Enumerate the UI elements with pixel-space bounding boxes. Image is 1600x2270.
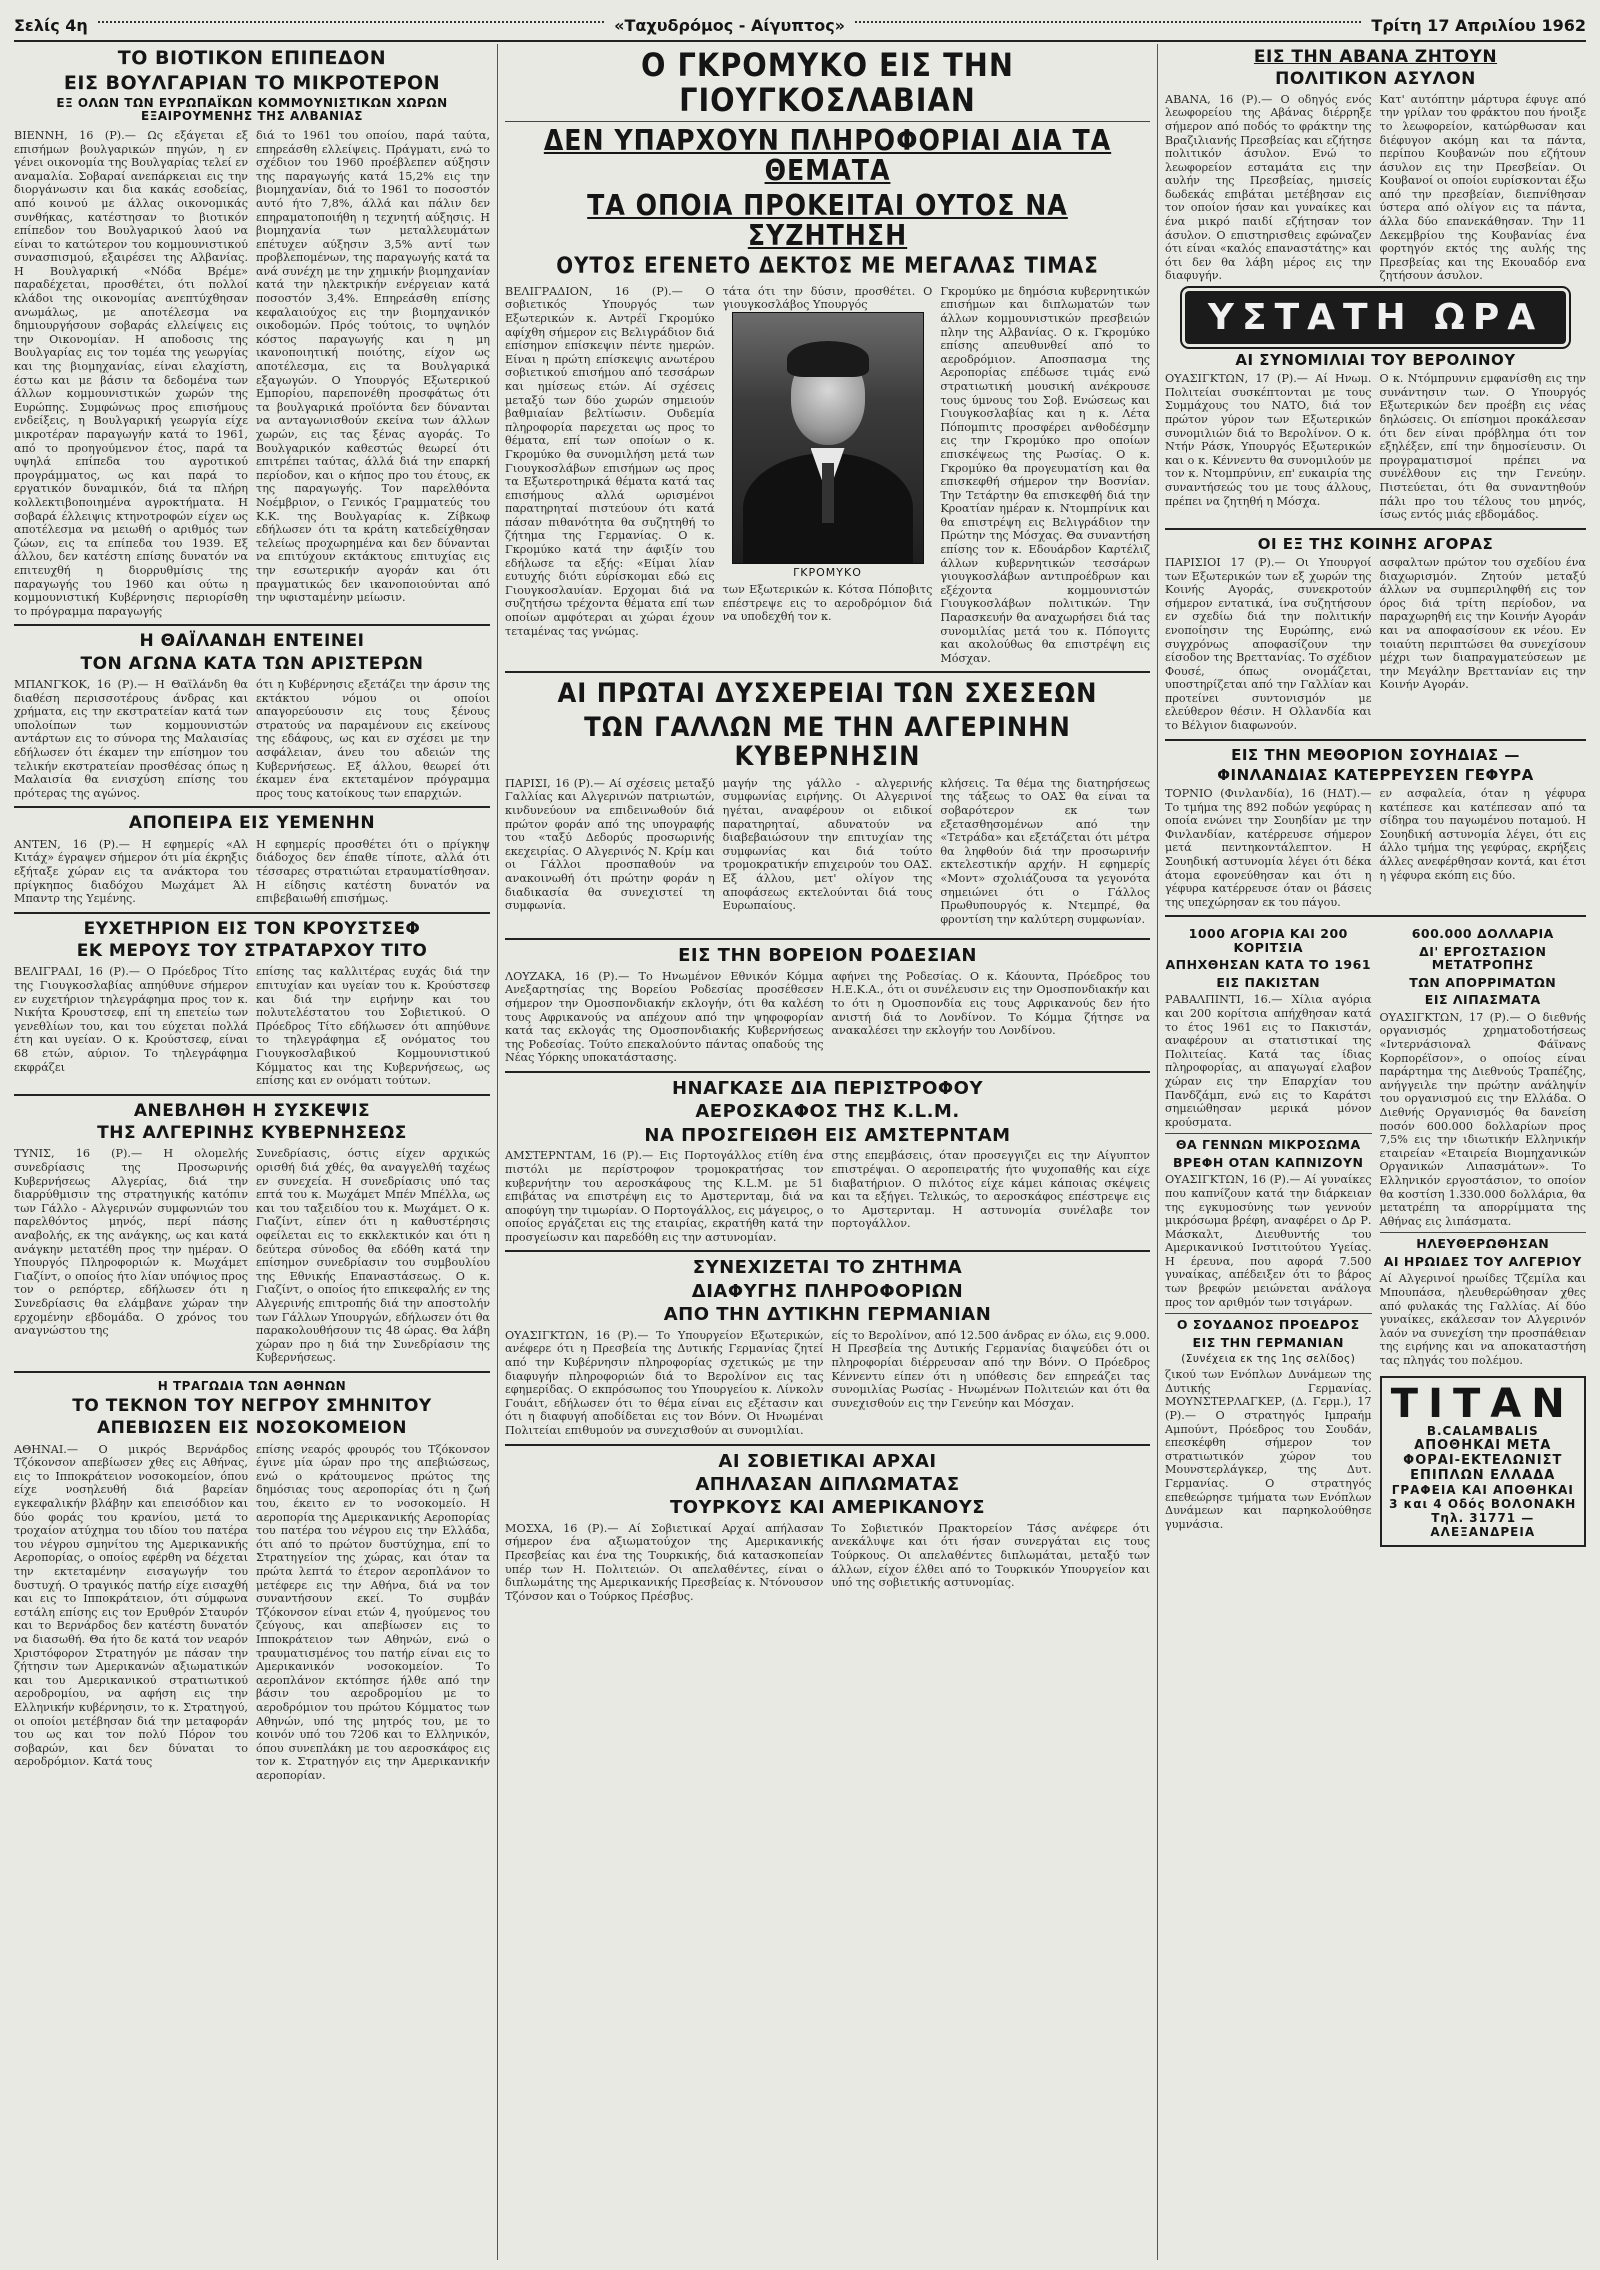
article-khrushchev (14, 920, 490, 1088)
divider (505, 1071, 1150, 1073)
divider (14, 1094, 490, 1096)
divider (14, 806, 490, 808)
headline: ΑΝΕΒΛΗΘΗ Η ΣΥΣΚΕΨΙΣ (133, 1100, 371, 1121)
article-text: αφήνει της Ροδεσίας. Ο κ. Κάουντα, Πρόεδρος του Η.Ε.Κ.Α., ότι οι συνέλευσιν εις την Ομοσπονδιακήν και το ότι η Ομοσπονδία εις τους Αφρικανούς δεν ήτο ανιστή διά το Λονδίνον. Το Κόμμα ζήτησε να ανακαλέσει την εκλογήν του Λονδίνου. (831, 969, 1150, 1038)
article-thailand (14, 632, 490, 800)
article-text: ΜΟΣΧΑ, 16 (Ρ).— Αί Σοβιετικαί Αρχαί απήλασαν σήμερον ένα αξιωματούχον της Αμερικανικής Πρεσβείας και ένα της Τουρκικής, διά κατασκοπείαν υπέρ των Η. Πολιτειών. Οι απελαθέντες, είναι ο διπλωμάτης της Αμερικανικής Πρεσβείας κ. Ντόνουσον Τζόνσον και ο Τούρκος Πρέσβυς. (505, 1521, 824, 1603)
headline: ΔΙ' ΕΡΓΟΣΤΑΣΙΟΝ ΜΕΤΑΤΡΟΠΗΣ (1419, 943, 1547, 973)
headline: ΠΟΛΙΤΙΚΟΝ ΑΣΥΛΟΝ (1275, 69, 1476, 90)
headline: ΤΩΝ ΑΠΟΡΡΙΜΑΤΩΝ (1409, 974, 1557, 990)
divider (505, 1250, 1150, 1252)
article-text: ζικού των Ενόπλων Δυνάμεων της Δυτικής Γερμανίας. ΜΟΥΝΣΤΕΡΛΑΓΚΕΡ, (Δ. Γερμ.), 17 (Ρ).— Ο στρατηγός Ιμπραήμ Αμπούντ, Πρόεδρος του Σουδάν, επεσκέφθη σήμερον τον στρατιωτικόν χώρον του Μουνστερλάγκερ, της Δυτ. Γερμανίας. Ο στρατηγός επεθεώρησε τμήματα των Ενόπλων Δυνάμεων και παρηκολούθησε γυμνάσια. (1165, 1368, 1372, 1531)
subheadline: ΟΥΤΟΣ ΕΓΕΝΕΤΟ ΔΕΚΤΟΣ ΜΕ ΜΕΓΑΛΑΣ ΤΙΜΑΣ (556, 254, 1099, 280)
headline: ΑΠΕΒΙΩΣΕΝ ΕΙΣ ΝΟΣΟΚΟΜΕΙΟΝ (97, 1418, 407, 1439)
headline: 600.000 ΔΟΛΛΑΡΙΑ (1411, 926, 1554, 942)
headline: ΤΟ ΤΕΚΝΟΝ ΤΟΥ ΝΕΓΡΟΥ ΣΜΗΝΙΤΟΥ (72, 1395, 432, 1416)
headline: ΤΗΣ ΑΛΓΕΡΙΝΗΣ ΚΥΒΕΡΝΗΣΕΩΣ (97, 1123, 407, 1144)
article-text: ΒΙΕΝΝΗ, 16 (Ρ).— Ως εξάγεται εξ επισήμων βουλγαρικών πηγών, η εν γένει οικονομία της Βουλγαρίας τελεί εν αναμαλία. Σοβαραί ανεπάρκειαι εις την διοργάνωσιν και δια κακάς εσοδείας, από κοινού με άλλας οικονομικάς συνθήκας, κατέστησαν το βιοτικόν επίπεδον του Βουλγαρικού λαού να είναι το κατώτερον του κομμουνιστικού συνασπισμού, εξαιρέσει της Αλβανίας. Η Βουλγαρική «Νόδα Βρέμε» παραδέχεται, προσθέτει, ότι πολλοί κλάδοι της οικονομίας ανεπτύχθησαν ανωμάλως, με αποτέλεσμα να δημιουργήσουν σοβαράς ελλείψεις εις την Οικονομίαν. Η αποδοσις της Βουλγαρίας εις τον τομέα της γεωργίας και της βιομηχανίας, είναι ελαχίστη, έστω και με βάσιν τα δεδομένα των άλλων κομμουνιστικών χωρών της Ευρώπης. Συμφώνως προς επισήμους ενδείξεις, η Βουλγαρική γεωργία είχε μικροτέραν παραγωγήν κατά το 1961, από το προηγούμενον έτος, παρά τα υψηλά επίπεδα του αγροτικού προγράμματος, ως και παρά το εργατικόν δυναμικόν, διά τα πλήρη κολλεκτιβοποιημένα αγροκτήματα. Η σοβαρά έλλειψις κτηνοτροφών είχεν ως αποτέλεσμα να μειωθή ο αριθμός των ζώων, εις τα επίπεδα του 1939. Εξ άλλου, δεν κατέστη επίσης δυνατόν να επιτευχθή η διορρυθμίσις της παραγωγής του 1960 και ούτω η κομμουνιστική Κυβέρνησις περιορίσθη το πρόγραμμα παραγωγής (14, 128, 248, 618)
divider (505, 1444, 1150, 1446)
headline: ΕΚ ΜΕΡΟΥΣ ΤΟΥ ΣΤΡΑΤΑΡΧΟΥ ΤΙΤΟ (76, 941, 428, 962)
headline: ΕΙΣ ΤΗΝ ΒΟΡΕΙΟΝ ΡΟΔΕΣΙΑΝ (678, 945, 977, 967)
headline: ΑΙ ΠΡΩΤΑΙ ΔΥΣΧΕΡΕΙΑΙ ΤΩΝ ΣΧΕΣΕΩΝ (557, 678, 1098, 710)
article-text: Αί Αλγερινοί ηρωίδες Τζεμίλα και Μπουπάσα, ηλευθερώθησαν χθες από φυλακάς της Γαλλίας. Αί δύο γυναίκες, εκάλεσαν τον Αλγερινόν λαόν να συνεχίση την προσπάθειαν της ειρήνης και να αποκαταστήση τας πληγάς του πολέμου. (1379, 1272, 1586, 1367)
headline: ΕΙΣ ΤΗΝ ΑΒΑΝΑ ΖΗΤΟΥΝ (1253, 47, 1498, 67)
column-rule (1157, 44, 1158, 2260)
article-text: ΑΜΣΤΕΡΝΤΑΜ, 16 (Ρ).— Εις Πορτογάλλος ετίθη ένα πιστόλι με περίστροφον τρομοκρατήσας τον κυβερνήτην του αεροσκάφους της K.L.M. με 51 επιβάτας να επιστρέψη εις το Αμστερνταμ, διά να αποφύγη την τιμωρίαν. Ο Πορτογάλλος, εις μάγειρος, ο οποίος εργάζεται εις της εταιρίας, εκρατήθη κατά την προσγείωσιν και παρεδόθη εις την αστυνομίαν. (505, 1149, 824, 1244)
headline: ΑΕΡΟΣΚΑΦΟΣ ΤΗΣ K.L.M. (695, 1101, 960, 1123)
article-common-market (1165, 536, 1586, 733)
article-sudan (1165, 1318, 1372, 1531)
divider (1380, 1232, 1587, 1233)
article-text: επίσης νεαρός φρουρός του Τζόκονσον έγινε μία ώραν προ της απεβιώσεως, ενώ ο κράτουμενος πρώτος της δημόσιας τους αεροπορίας ότι η ζωή του, έκειτο εν το νοσοκομείο. Η αεροπορία της Αμερικανικής Αεροπορίας του πατέρα του νέγρου εις την Ελλάδα, ότι από το πρώτον δυστύχημα, επί το Στρατηγείον της χώρας, και όταν τα πρώτα λεπτά το έτερον αεροπλάνον το μετέφερε εις την Αθήνα, διά να τον συναντήσουν εκεί. Το συμβάν Τζόκονσον είναι ετών 4, ηγούμενος του ζεύγους, και απεβίωσεν εις το Ιπποκράτειον των Αθηνών, ενώ ο τραυματισμένος του πατήρ είναι εις το Αμερικανικόν νοσοκομείον. Το αεροπλάνον εκτόπησε ήλθε από την βάσιν του αεροδρομίου με το αεροδρόμιον του πρώτου Κόμματος των Αθηνών, υπό της μητρός του, με το κοινόν υπό του 7206 και το Ελληνικόν, όπου συνεπλάκη με του αεροσκάφος εις τον κ. Στρατηγόν εις την Αμερικανικήν αεροπορίαν. (256, 1442, 490, 1782)
headline: ΑΙ ΣΟΒΙΕΤΙΚΑΙ ΑΡΧΑΙ (718, 1450, 937, 1472)
subheadline: ΕΞ ΟΛΩΝ ΤΩΝ ΕΥΡΩΠΑΪΚΩΝ ΚΟΜΜΟΥΝΙΣΤΙΚΩΝ ΧΩΡΩΝ ΕΞΑΙΡΟΥΜΕΝΗΣ ΤΗΣ ΑΛΒΑΝΙΑΣ (56, 96, 448, 123)
headline: ΗΛΕΥΘΕΡΩΘΗΣΑΝ (1416, 1236, 1550, 1252)
article-pakistan (1165, 927, 1372, 1129)
article-text: Κατ' αυτόπτην μάρτυρα έφυγε από την γρίλαν του φράκτου που ήνοιξε το λεωφορείον, κατώρθωσαν και διέφυγον ακόμη και τα πάντα, περίπου Κουβανών που εζήτουν άσυλον εις την Πρεσβείαν. Οι Κουβανοί οι οποίοι ευρίσκονται έξω από την πρεσβείαν, διεπνίθησαν ύστερα από ολίγον εις τα πάντα, άλλα δύο επανεκάθησαν. Την 11 Δεκεμβρίου της Κουβανίας ένα φορτηγόν εκτός της αυλής της Πρεσβείας και της Εκουαδόρ ενα ζητήσουν άσυλον. (1379, 92, 1586, 283)
article-fertilizer (1380, 927, 1587, 1228)
headline: ΕΥΧΕΤΗΡΙΟΝ ΕΙΣ ΤΟΝ ΚΡΟΥΣΤΣΕΦ (83, 918, 421, 939)
article-text: επίσης τας καλλιτέρας ευχάς διά την επιτυχίαν και υγείαν του κ. Κρούστσεφ και διά την ειρήνην και του πολυτελέστατου του Σοβιετικού. Ο Πρόεδρος Τίτο εδήλωσεν ότι απηύθυνε το τηλεγράφημα εξ ονόματος του Γιουγκοσλαβικού Κομμουνιστικού Κόμματος και της Κυβερνήσεως, ως επίσης και εν ονόματι τούτων. (256, 965, 490, 1088)
continuation-note: (Συνέχεια εκ της 1ης σελίδος) (1181, 1353, 1356, 1366)
lead-headline: Ο ΓΚΡΟΜΥΚΟ ΕΙΣ ΤΗΝ ΓΙΟΥΓΚΟΣΛΑΒΙΑΝ (641, 46, 1014, 119)
headline: ΤΟΥΡΚΟΥΣ ΚΑΙ ΑΜΕΡΙΚΑΝΟΥΣ (669, 1497, 986, 1519)
article-text: Ο κ. Ντόμπρυνιν εμφανίσθη εις την συνάντησιν των. Ο Υπουργός Εξωτερικών δεν προέβη εις νέας δηλώσεις. Οι επίσημοι προκάλεσαν ότι δεν είναι πρόβλημα ότι τον εξηλέξεν, επί την δημοσίευσιν. Οι προγραματισμοί πρέπει να συνέλθουν εις την Γενεύην. Πιστεύεται, ότι θα συναντηθούν πάλι προ του τέλους του μηνός, ίσως εντός μιάς εβδομάδος. (1379, 372, 1586, 522)
headline: ΤΟ ΒΙΟΤΙΚΟΝ ΕΠΙΠΕΔΟΝ (117, 47, 387, 69)
column-right (1165, 44, 1586, 1547)
headline: ΘΑ ΓΕΝΝΩΝ ΜΙΚΡΟΣΩΜΑ (1175, 1137, 1361, 1153)
article-leak (505, 1258, 1150, 1437)
article-text: τάτα ότι την δύσιν, προσθέτει. Ο γιουγκοσλάβος Υπουργός (722, 284, 933, 312)
divider (1165, 528, 1586, 530)
article-klm (505, 1079, 1150, 1244)
headline: ΑΠΗΧΘΗΣΑΝ ΚΑΤΑ ΤΟ 1961 (1165, 957, 1372, 973)
headline: Ο ΣΟΥΔΑΝΟΣ ΠΡΟΕΔΡΟΣ (1176, 1317, 1360, 1333)
article-bridge (1165, 747, 1586, 910)
article-text: ΠΑΡΙΣΙ, 16 (Ρ).— Αί σχέσεις μεταξύ Γαλλίας και Αλγερινών πατριωτών, κινδυνεύουν να επιδεινωθούν διά πρώτον φοράν από της υπογραφής του «ταξύ Δεδορύς προσωρινής εκεχειρίας. Ο Αλγερινός Ν. Κρίμ και οι Γάλλοι προσπαθούν να ανακοινωθή ότι πρώτην φοράν η διαδικασία θα συνεχιστεί τη συμφωνία. (505, 776, 715, 913)
article-text: διά το 1961 του οποίου, παρά ταύτα, επηρεάσθη ελλείψεις. Πράγματι, ενώ το σχέδιον του 1960 προέβλεπεν αύξησιν της παραγωγής κατά 15,2% εις την βιομηχανίαν, διά το 1961 το ποσοστόν αυτό ήτο 7,8%, άλλά και πάλιν δεν επηραματοποιήθη η τεχνητή αύξησις. Η βιομηχανία των μεταλλευμάτων επέτυχεν αύξησιν 3,5% αντί των προβλεπομένων, της παραγωγής κατά τα ανά συνέχη με την χημικήν βιομηχανίαν κατά την ηλεκτρικήν ενέργειαν κατά ποσοστόν 3,4%. Επηρεάσθη επίσης κεφαλαιούχος εις την βιομηχανικόν οικοδομών. Πρός τούτοις, το υψηλόν κόστος παραγωγής και η μη ικανοποιητική ποιότης, είχον ως αποτέλεσμα, εις τα Βουλγαρικά εξαγωγών. Ο Υπουργός Εξωτερικού Εμπορίου, παρεπονέθη προσφάτως ότι τα βουλγαρικά προϊόντα δεν δύνανται να ανταγωνισθούν εκείνα των άλλων χωρών, εις τας ξένας αγοράς. Το Βουλγαρικόν καθεστώς θεωρεί ότι επιτρέπει ταύτας, άλλά διά την επαρκή περίοδον, και ο κήπος προ του έτους, εκ της παραγωγής. Τον παρελθόντα Νοέμβριον, ο Γενικός Γραμματεύς του Κ.Κ. της Βουλγαρίας κ. Ζίβκωφ εδήλωσεν ότι τα κράτη κατεδείχθησαν τελείως προχωρημένα και δεν δύνανται να επιτύχουν εκτάκτους επιτυχίας εις την εσωτερικήν αγοράν και ότι πραγματικώς δεν ικανοποιούνται από την υφισταμένην μείωσιν. (256, 128, 490, 605)
divider (1165, 1313, 1372, 1314)
article-athens (14, 1379, 490, 1783)
article-text: μαγήν της γάλλο - αλγερινής συμφωνίας ειρήνης. Οι Αλγερινοί ηγέται, αναφέρουν οι ειδικοί παρατηρηταί, αδυνατούν να διαβεβαιώσουν την επιτυχίαν της συμφωνίας και διά τούτο τρομοκρατικήν επιχειρούν του ΟΑΣ. Εξ άλλου, μετ' ολίγον της αποφάσεως εκτελούνται διά τους Ευρωπαίους. (722, 776, 933, 913)
article-france-algeria (505, 679, 1150, 926)
article-text: εν ασφαλεία, όταν η γέφυρα κατέπεσε και κατέπεσαν από τα σίδηρα του παγωμένου ποταμού. Η Σουηδική αστυνομία λέγει, ότι εις άλλο τμήμα της γεφύρας, εκρήξεις άλλες ανεφέρθησαν κοντά, και έτσι η γέφυρα εκόπη εις δύο. (1379, 787, 1586, 882)
article-text: κλήσεις. Τα θέμα της διατηρήσεως της τάξεως το ΟΑΣ θα είναι τα σοβαρότερον εκ των εξετασθησομένων από την «Τετράδα» και εξετάζεται ότι μέτρα θα ληφθούν διά την προσωρινήν εκτελεστικήν αρχήν. Η εφημερίς «Μοντ» σχολιάζουσα τα γεγονότα σημειώνει ότι ο Γάλλος Πρωθυπουργός κ. Ντεμπρέ, θα φροντίση την καλύτερη συμφωνίαν. (940, 776, 1151, 926)
article-rhodesia (505, 946, 1150, 1065)
article-text: είς το Βερολίνον, από 12.500 άνδρας εν όλω, εις 9.000. Η Πρεσβεία της Δυτικής Γερμανίας διαψεύδει ότι οι πληροφορίαι διέρρευσαν από την Βόνν. Ο Πρόεδρος Κέννεντυ είπεν ότι η υπόθεσις δεν επηρεάζει τας συνομιλίας Ρωσίας - Ηνωμένων Πολιτειών και ότι θα συνεχισθούν εις την Γενεύην και Μόσχαν. (831, 1328, 1150, 1410)
article-soviet-expel (505, 1452, 1150, 1604)
article-text: ΟΥΑΣΙΓΚΤΩΝ, 16 (Ρ).— Αί γυναίκες που καπνίζουν κατά την διάρκειαν της εγκυμοσύνης των γεννούν μικρόσωμα βρέφη, αναφέρει ο Δρ Ρ. Μάσκαλτ, Διευθυντής του Αμερικανικού Ινστιτούτου Υγείας. Η έρευνα, που αφορά 7.500 γυναίκας, απέδειξεν ότι το βάρος των βρεφών μειώνεται ανάλογα προς τον αριθμόν των τσιγάρων. (1165, 1173, 1372, 1309)
headline: Η ΘΑΪΛΑΝΔΗ ΕΝΤΕΙΝΕΙ (139, 631, 365, 652)
article-gromyko (505, 48, 1150, 665)
divider (505, 938, 1150, 940)
last-hour-banner: ΥΣΤΑΤΗ ΩΡΑ (1185, 291, 1566, 344)
article-text: ΟΥΑΣΙΓΚΤΩΝ, 16 (Ρ).— Το Υπουργείον Εξωτερικών, ανέφερε ότι η Πρεσβεία της Δυτικής Γερμανίας ζητεί από την Κυβέρνησιν πληροφορίας σχετικώς με την διαφυγήν πληροφοριών διά το Βερολίνον εις τας εφημερίδας. Ο εκπρόσωπος του Υπουργείου κ. Λίνκολν Γουάιτ, εδήλωσεν ότι το θέμα είναι εις εξέτασιν και ότι η διαφυγή αποδίδεται εις τον Βόνν. Οι Ηνωμέναι Πολιτείαι επιθυμούν να συνεχισθούν αι συνομιλίαι. (505, 1328, 824, 1437)
column-left (14, 44, 490, 1783)
article-text: ότι η Κυβέρνησις εξετάζει την άρσιν της εκτάκτου νόμου οι οποίοι απαγορεύουσιν εις τους ξένους στρατούς να παραμένουν εις εκείνους της εδάφους, ως και εν σχέσει με την ασφάλειαν, άνευ του αδειών της Κυβερνήσεως. Εξ άλλου, θεωρεί ότι έκαμεν ένα εκτεταμένον πρόγραμμα προς τους κατοίκους των επαρχιών. (256, 678, 490, 800)
divider (505, 671, 1150, 673)
headline: ΕΙΣ ΠΑΚΙΣΤΑΝ (1216, 974, 1321, 990)
headline: ΔΙΑΦΥΓΗΣ ΠΛΗΡΟΦΟΡΙΩΝ (691, 1280, 964, 1302)
ad-company: B.CALAMBALIS (1426, 1423, 1539, 1438)
ad-line: ΑΠΟΘΗΚΑΙ ΜΕΤΑ (1414, 1437, 1552, 1453)
headline: ΕΙΣ ΛΙΠΑΣΜΑΤΑ (1424, 992, 1541, 1008)
ad-line: Τηλ. 31771 — ΑΛΕΞΑΝΔΡΕΙΑ (1430, 1510, 1536, 1539)
ad-line: ΕΠΙΠΛΩΝ ΕΛΛΑΔΑ (1410, 1467, 1556, 1483)
article-berlin-talks (1165, 352, 1586, 522)
headline: ΑΠΟΠΕΙΡΑ ΕΙΣ ΥΕΜΕΝΗΝ (128, 813, 376, 834)
article-text: των Εξωτερικών κ. Κότσα Πόποβιτς επέστρεψε εις το αεροδρόμιον διά να υποδεχθή τον κ. (722, 582, 933, 624)
article-text: ΒΕΛΙΓΡΑΔΙ, 16 (Ρ).— Ο Πρόεδρος Τίτο της Γιουγκοσλαβίας απηύθυνε σήμερον εν ευχετήριον τηλεγράφημα προς τον κ. Νικήτα Κρουστσεφ, επί τη επετείω των γενεθλίων του, και του εύχεται πολλά έτη και υγείαν. Ο κ. Κρούστσεφ, είναι 68 ετών, αύριον. Το τηλεγράφημα εκφράζει (14, 965, 248, 1074)
article-smoking (1165, 1138, 1372, 1309)
headline: ΕΙΣ ΤΗΝ ΜΕΘΟΡΙΟΝ ΣΟΥΗΔΙΑΣ — (1231, 745, 1520, 764)
headline: ΑΠΟ ΤΗΝ ΔΥΤΙΚΗΝ ΓΕΡΜΑΝΙΑΝ (663, 1304, 992, 1326)
ad-line: 3 και 4 Οδός ΒΟΛΟΝΑΚΗ (1389, 1496, 1577, 1511)
photo-caption: ΓΚΡΟΜΥΚΟ (793, 565, 862, 579)
kicker: Η ΤΡΑΓΩΔΙΑ ΤΩΝ ΑΘΗΝΩΝ (157, 1378, 347, 1393)
divider (14, 1371, 490, 1373)
masthead (14, 10, 1586, 42)
issue-date: Τρίτη 17 Απριλίου 1962 (1371, 15, 1586, 35)
article-text: ΑΘΗΝΑΙ.— Ο μικρός Βερνάρδος Τζόκονσον απεβίωσεν χθες εις Αθήνας, εις το Ιπποκράτειον νοσοκομείον, όπου είχε νοσηλευθή διά βαρείαν εγκεφαλικήν βλάβην και επεισόδιον και δύο φοράς του κρανίου, μετά το τροχαίον ατύχημα του ιδίου του πατέρα του νέγρου σμηνίτου της Αμερικανικής Αεροπορίας, ο οποίος εφέρθη να δέχεται την εκτεταμένην εισαγωγήν του δυστυχή. Ο τραγικός πατήρ είχε εισαχθή και εις το Ιπποκράτειον, ότι σύμφωνα εστάλη επίσης εις τον Ερυθρόν Σταυρόν και το Βερνάρδος δεν κατέστη δυνατόν να διασωθή. Θα ήτο δε κατά τον νεαρόν Χριστόφορον Στρατηγόν με πάσαν την ζήτησιν των Αμερικανών αξιωματικών και του Αμερικανικού στρατιωτικού αεροδρομίου, να αφήση εις την Ελληνικήν κυβέρνησιν, το κ. Στρατηγού, οι οποίοι μετέβησαν διά την μεταφοράν του ως και τον πολύ Πόρον του σοβαρών, και δεν δύναται το αεροδρόμιον. Κατά τους (14, 1442, 248, 1769)
column-rule (497, 44, 498, 2260)
headline: 1000 ΑΓΟΡΙΑ ΚΑΙ 200 ΚΟΡΙΤΣΙΑ (1188, 926, 1348, 955)
paper-title: «Ταχυδρόμος - Αίγυπτος» (614, 15, 846, 35)
gromyko-photo (732, 312, 924, 564)
article-havana (1165, 48, 1586, 283)
article-text: ΛΟΥΖΑΚΑ, 16 (Ρ).— Το Ηνωμένον Εθνικόν Κόμμα Ανεξαρτησίας της Βορείου Ροδεσίας προσέθεσεν σήμερον την Ομοσπονδιακήν εκλογήν, ότι θα καλέση τους Αφρικανούς να απέχουν από την ψηφοφορίαν κατά τας εκλογάς της Ομοσπονδιακής Κυβερνήσεως της Ροδεσίας. Τούτο επεκαλούντο πάντας οπαδούς της Νέας Υόρκης υποκατάστασης. (505, 969, 824, 1065)
article-algeria-meeting (14, 1102, 490, 1365)
headline: ΕΙΣ ΒΟΥΛΓΑΡΙΑΝ ΤΟ ΜΙΚΡΟΤΕΡΟΝ (63, 71, 441, 94)
column-center (505, 44, 1150, 1603)
ad-line: ΦΟΡΑΙ-ΕΚΤΕΛΩΝΙΣΤ (1403, 1452, 1563, 1468)
masthead-divider (98, 21, 604, 23)
headline: ΔΕΝ ΥΠΑΡΧΟΥΝ ΠΛΗΡΟΦΟΡΙΑΙ ΔΙΑ ΤΑ ΘΕΜΑΤΑ (543, 124, 1112, 188)
headline: ΟΙ ΕΞ ΤΗΣ ΚΟΙΝΗΣ ΑΓΟΡΑΣ (1257, 534, 1494, 553)
article-text: Γκρομύκο με δημόσια κυβερνητικών επισήμων και διπλωματών των άλλων κομμουνιστικών πρεσβειών πλην της Αλβανίας. Ο κ. Γκρομύκο επίσης απευθυνθεί από το αεροδρόμιον. Αποσπασμα της Αεροπορίας επέδωσε τιμάς ενώ στρατιωτική μουσική ανέκρουσε τους ύμνους του Σοβ. Ενώσεως και Γιουγκοσλαβίας και η κ. Λέτα Πόπομπιτς προσφέρει ανθοδέσμην εις την Γκρομύκο προ οποίων επισκέψεως της Ρωσίας. Ο κ. Γκρομύκο θα προγευματίση και θα επισκεφθή σήμερον την Βοσνίαν. Την Τετάρτην θα επισκεφθή διά την Κροατίαν ημέραν κ. Ντομπρίνικ και θα επιστρέψη εις Βελιγράδιον την Πρώτην της Μόσχας. Θα συναντήση επίσης τον κ. Εδουάρδον Καρτέλιζ άλλων κυβερνητικών τεσσάρων γιουγκοσλάβων αντιπροέδρων και εξέχοντα κομμουνιστών Γιουγκοσλάβων πολιτικών. Την Παρασκευήν θα αναχωρήσει διά τας συνομιλίας μετά του κ. Πόπογιτς και ακολούθως θα επιστρέψη εις Μόσχαν. (940, 284, 1151, 665)
headline: ΑΙ ΗΡΩΙΔΕΣ ΤΟΥ ΑΛΓΕΡΙΟΥ (1383, 1253, 1582, 1269)
headline: ΝΑ ΠΡΟΣΓΕΙΩΘΗ ΕΙΣ ΑΜΣΤΕΡΝΤΑΜ (644, 1124, 1011, 1146)
masthead-divider (855, 21, 1361, 23)
article-text: Το Σοβιετικόν Πρακτορείον Τάσς ανέφερε ότι ανεκάλυψε και ότι ήσαν συνεργάται εις τους Τούρκους. Οι απελαθέντες διπλωμάται, μεταξύ των άλλων, είχον έλθει από το Τουρκικόν Υπουργείον και υπό της σοβιετικής αστυνομίας. (831, 1521, 1150, 1590)
article-text: ΠΑΡΙΣΙΟΙ 17 (Ρ).— Οι Υπουργοί των Εξωτερικών των εξ χωρών της Κοινής Αγοράς, συνεκροτούν σήμερον εντατικά, ίνα συζητήσουν εν σχεδίω διά την πολιτικήν ενοποίησιν της Ευρώπης, ενώ συγχρόνως αποφασίζουν την είσοδον της Βρεττανίας. Το σχέδιον Φουσέ, όπως ονομάζεται, υποστηρίζεται από την Γαλλίαν και προτείνει συντονισμόν με ελεύθερον θέσιν. Η Ολλανδία και το Βέλγιον διαφωνούν. (1165, 555, 1372, 733)
headline: ΗΝΑΓΚΑΣΕ ΔΙΑ ΠΕΡΙΣΤΡΟΦΟΥ (671, 1078, 984, 1099)
divider (14, 912, 490, 914)
article-text: Η εφημερίς προσθέτει ότι ο πρίγκηψ διάδοχος δεν έπαθε τίποτε, αλλά ότι τέσσαρες στρατιώται ετραυματίσθησαν. Η είδησις κατέστη δυνατόν να επιβεβαιωθή επισήμως. (256, 837, 490, 906)
article-text: στης επεμβάσεις, όταν προσεγγιζει εις την Αίγυπτον επιστρέψαι. Ο αεροπειρατής ήτο ψυχοπαθής και είχε διαβατήριον. Ο πιλότος είχε κάμει κάποιας σκέψεις και τα εξήγει. Τελικώς, το αεροσκάφος επέστρεψε εις το Αμστερνταμ. Η αστυνομία συνέλαβε τον πορτογάλλον. (831, 1149, 1150, 1231)
page-number: Σελίς 4η (14, 15, 88, 35)
article-text: ΤΥΝΙΣ, 16 (Ρ).— Η ολομελής συνεδρίασις της Προσωρινής Κυβερνήσεως Αλγερίας, διά την διαρρύθμισιν της στρατηγικής κατόπιν των Γάλλο - Αλγερινών συμφωνιών του παρελθόντος μηνός, περί πάσης αναβολής, εκ της ανάγκης, ως και κατά ανάγκην μετατέθη προς την ημέραν. Ο Υπουργός Πληροφοριών κ. Μωχάμετ Γιαζίντ, ο οποίος ήτο λίαν υπόψιος προς τον ο ρεπόρτερ, εδήλωσεν ότι η Συνεδρίασις θα ελάμβανε χώραν την ερχομένην εβδομάδα. Ο χρόνος του αναγνώστου της (14, 1147, 248, 1338)
article-text: ΜΠΑΝΓΚΟΚ, 16 (Ρ).— Η Θαϊλάνδη θα διαθέση περισσοτέρους άνδρας και χρήματα, εις την εκστρατείαν κατά των υπολοίπων των κομμουνιστών αντάρτων εις το σύνορα της Μαλαισίας εδήλωσεν ότι έκαμεν την επίσημον του τελικήν εκστρατείαν προσθέσας όπως η Μαλαισία θα ενισχύση επίσης του πρότερας της αγώνος. (14, 678, 248, 800)
article-text: ΑΝΤΕΝ, 16 (Ρ).— Η εφημερίς «Αλ Κιτάχ» έγραψεν σήμερον ότι μία έκρηξις εξήταξε χώραν εις τα ανάκτορα του πρίγκηπος διαδόχου Μωχάμετ Άλ Μπαντρ της Υεμένης. (14, 837, 248, 906)
article-text: ΑΒΑΝΑ, 16 (Ρ).— Ο οδηγός ενός λεωφορείου της Αβάνας διέρρηξε σήμερον από ποδός το φράκτην της Βραζιλιανής Πρεσβείας και εζήτησε πολιτικόν άσυλον. Ενώ το λεωφορείον εσταμάτα εις την αυλήν της Πρεσβείας, ημισείς δωδεκάς επιβάται μετέβησαν εις τον οποίον ήσαν και γυναίκες και ένα μικρό παιδί εζήτησαν τον άσυλον. Ο επιστηρισθεις εφώναζεν ότι είναι «καλός επαναστάτης» και ότι δεν θα λάβη μέρος εις την διαφυγήν. (1165, 92, 1372, 283)
headline: ΤΟΝ ΑΓΩΝΑ ΚΑΤΑ ΤΩΝ ΑΡΙΣΤΕΡΩΝ (80, 653, 424, 674)
headline: ΤΑ ΟΠΟΙΑ ΠΡΟΚΕΙΤΑΙ ΟΥΤΟΣ ΝΑ ΣΥΖΗΤΗΣΗ (587, 188, 1068, 252)
ad-line: ΓΡΑΦΕΙΑ ΚΑΙ ΑΠΟΘΗΚΑΙ (1391, 1482, 1574, 1497)
headline: ΤΩΝ ΓΑΛΛΩΝ ΜΕ ΤΗΝ ΑΛΓΕΡΙΝΗΝ ΚΥΒΕΡΝΗΣΙΝ (584, 711, 1071, 772)
headline: ΑΠΗΛΑΣΑΝ ΔΙΠΛΩΜΑΤΑΣ (695, 1473, 960, 1495)
article-text: ΡΑΒΑΛΠΙΝΤΙ, 16.— Χίλια αγόρια και 200 κορίτσια απήχθησαν κατά το έτος 1961 εις το Πακιστάν, αναφέρουν αι στατιστικαί της Πολιτείας. Κατά τας ίδιας πληροφορίας, αι απαγωγαί ελαβον χώραν εις την Επαρχίαν του Πανδζάμπ, ενώ εις το Καράτσι σημειώθησαν μερικά μόνον κρούσματα. (1165, 993, 1372, 1129)
headline: ΕΙΣ ΤΗΝ ΓΕΡΜΑΝΙΑΝ (1192, 1334, 1344, 1350)
headline: ΣΥΝΕΧΙΖΕΤΑΙ ΤΟ ΖΗΤΗΜΑ (692, 1257, 963, 1279)
divider (1165, 1133, 1372, 1134)
article-text: Συνεδρίασις, όστις είχεν αρχικώς ορισθή διά χθές, θα αναγγελθή ταχέως εν συνεχεία. Η συνεδρίασις υπό τας επτά του κ. Μωχάμετ Μπέν Μπέλλα, ως και του ταξειδίου του κ. Μωχάμετ. Ο κ. Γιαζίντ, είπεν ότι η καθυστέρησις οφείλεται εις το εκκλεκτικόν και ότι η δεύτερα σύνοδος θα εδόθη κατά την επίσημον συνεδρίασιν του συμβουλίου της Εθνικής Επαναστάσεως. Ο κ. Γιαζίντ, ο οποίος ήτο επικεφαλής εν της Αλγερινής επιτροπής διά την αποστολήν των Γάλλων Υπουργών, εδήλωσεν ότι θα παρακολουθήσουν τις 48 ώρας. Θα λάβη χώραν προ η διά την Συνεδρίασιν της Κυβερνήσεως. (256, 1147, 490, 1365)
headline: ΑΙ ΣΥΝΟΜΙΛΙΑΙ ΤΟΥ ΒΕΡΟΛΙΝΟΥ (1235, 351, 1516, 370)
divider (14, 624, 490, 626)
article-text: ΤΟΡΝΙΟ (Φινλανδία), 16 (ΗΔΤ).— Το τμήμα της 892 ποδών γεφύρας η οποία ενώνει την Σουηδίαν με την Φινλανδίαν, κατέρρευσε σήμερον μετά πεντηκοντάλεπτον. Η Σουηδική αστυνομία λέγει ότι δέκα άτομα εφονεύθησαν και ότι η γέφυρα κατέρρευσε όταν οι βάσεις της υπεχώρησαν εκ του πάγου. (1165, 787, 1372, 909)
article-heroines (1380, 1237, 1587, 1367)
article-yemen (14, 814, 490, 905)
titan-advertisement (1380, 1376, 1587, 1547)
article-text: ΒΕΛΙΓΡΑΔΙΟΝ, 16 (Ρ).— Ο σοβιετικός Υπουργός των Εξωτερικών κ. Αντρέϊ Γκρομύκο αφίχθη σήμερον εις Βελιγράδιον διά επίσημον επίσκεψιν πέντε ημερών. Είναι η πρώτη επίσκεψις ανωτέρου σοβιετικού επισήμου από τεσσάρων και ημίσεως ετών. Αί σχέσεις μεταξύ των δύο χωρών σημειούν βαθμιαίαν βελτίωσιν. Ουδεμία πληροφορία παρεχεται ως προς το θέματα, επί των οποίων ο κ. Γκρομύκο θα συνομιλήση μετά των Γιουγκοσλάβων επισήμων ως προς τα Εξωτεροτηρικά θέματα κατά τας επισήμους αλλά ωρισμένοι παρατηρηταί πιστεύουν ότι κατά πάσαν πιθανότητα θα συζητηθή το ζήτημα της Γερμανίας. Ο κ. Γκρομύκο κατά την άφιξίν του εδήλωσε τα εξής: «Είμαι λίαν ευτυχής διότι εύρίσκομαι εδώ εις Γιουγκοσλαυίαν. Ερχομαι διά να συζητήσω τρέχοντα θέματα επί των οποίων αμφότεραι αι χώραι έχουν τεταμένας τας γνώμας. (505, 284, 715, 638)
headline: ΦΙΝΛΑΝΔΙΑΣ ΚΑΤΕΡΡΕΥΣΕΝ ΓΕΦΥΡΑ (1217, 765, 1534, 784)
article-text: ασφαλτων πρώτον του σχεδίου ένα διαχωρισμόν. Ζητούν μεταξύ άλλων να συμπεριληφθή εις τον όρος διά τρίτη περίοδον, να παραχωρηθή εις την Κοινήν Αγοράν και να αποφασίσουν εκ νέου. Εν τοιαύτη περιπτώσει θα συνεχίσουν μέχρι των διαπραγματεύσεων με την Μεγάλην Βρεττανίαν εις την Κοινήν Αγοράν. (1379, 555, 1586, 692)
article-text: ΟΥΑΣΙΓΚΤΩΝ, 17 (Ρ).— Ο διεθνής οργανισμός χρηματοδοτήσεως «Ιντερνάσιοναλ Φάϊνανς Κορπορέϊσον», ο οποίος είναι παράρτημα της Διεθνούς Τραπέζης, ανήγγειλε την πρώτην ανάληψίν του οργανισμού εις την Ελλάδα. Ο Διεθνής Οργανισμός θα δανείση ποσόν 600.000 δολλαρίων προς 7,5% εις την ιδιωτικήν Ελληνικήν εταιρείαν «Εταιρεία Βιομηχανικών Οργανικών Λιπασμάτων». Το Ελληνικόν εργοστάσιον, το οποίον θα κοστίση 1.330.000 δολλάρια, θα μετατρέπη τα απορρίμματα της Αθήνας εις λιπάσματα. (1379, 1010, 1586, 1228)
ad-brand: ΤΙΤΑΝ (1390, 1380, 1575, 1427)
article-bulgaria (14, 48, 490, 618)
headline: ΒΡΕΦΗ ΟΤΑΝ ΚΑΠΝΙΖΟΥΝ (1173, 1154, 1364, 1170)
divider (1165, 915, 1586, 917)
divider (1165, 739, 1586, 741)
article-text: ΟΥΑΣΙΓΚΤΩΝ, 17 (Ρ).— Αί Ηνωμ. Πολιτείαι συσκέπτονται με τους Συμμάχους του ΝΑΤΟ, διά τον πρώτον γύρον των Εξωτερικών συνομιλιών διά το Βερολίνον. Ο κ. Ντήν Ράσκ, Υπουργός Εξωτερικών και ο κ. Κέννεντυ θα συνομιλούν με τον κ. Ντομπρύνιν, επ' ευκαιρία της συναντήσεώς του με τους άλλους, πρέπει να ζητηθή η Μόσχα. (1165, 372, 1372, 508)
